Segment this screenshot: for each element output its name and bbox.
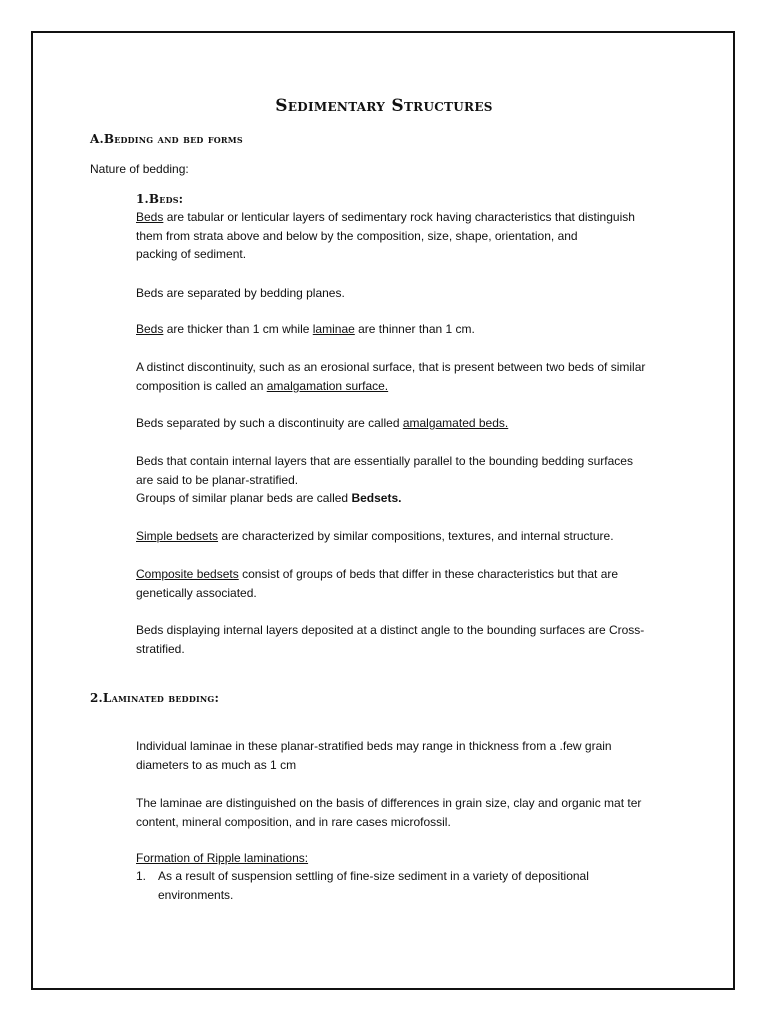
page-title: Sedimentary Structures <box>275 96 493 116</box>
beds-paragraph-8: Composite bedsets consist of groups of beds that differ in these characteristics but that are genetically associated. <box>136 567 619 600</box>
laminated-paragraph-2: The laminae are distinguished on the basis of differences in grain size, clay and organic mat ter content, mineral composition, and in rare cases microfossil. <box>136 796 642 829</box>
laminated-bedding-heading: 2.Laminated bedding: <box>90 691 220 705</box>
laminated-paragraph-1: Individual laminae in these planar-stratified beds may range in thickness from a .few grain diameters to as much as 1 cm <box>136 739 612 772</box>
beds-paragraph-7: Simple bedsets are characterized by similar compositions, textures, and internal structure. <box>136 529 614 543</box>
term-laminae: laminae <box>312 322 355 336</box>
ripple-laminations-heading: Formation of Ripple laminations: <box>136 851 309 865</box>
beds-paragraph-6: Beds that contain internal layers that are essentially parallel to the bounding bedding surfaces are said to be planar-stratified. Groups of similar planar beds are called Bedsets. <box>136 454 633 505</box>
term-simple-bedsets: Simple bedsets <box>136 529 219 543</box>
beds-paragraph-1: Beds are tabular or lenticular layers of sedimentary rock having characteristics that distinguish them from strata above and below by the composition, size, shape, orientation, and packing of sediment. <box>136 210 635 261</box>
list-number: 1. <box>136 869 147 883</box>
term-composite-bedsets: Composite bedsets <box>136 567 239 581</box>
beds-paragraph-9: Beds displaying internal layers deposited at a distinct angle to the bounding surfaces are Cross- stratified. <box>136 623 645 656</box>
term-amalgamation-surface: amalgamation surface. <box>266 378 389 393</box>
term-amalgamated-beds: amalgamated beds. <box>402 416 509 430</box>
beds-paragraph-2: Beds are separated by bedding planes. <box>136 286 345 300</box>
term-bedsets: Bedsets. <box>351 491 402 505</box>
beds-paragraph-3: Beds are thicker than 1 cm while laminae are thinner than 1 cm. <box>136 322 475 336</box>
beds-paragraph-4: A distinct discontinuity, such as an erosional surface, that is present between two beds of similar composition is called an amalgamation surface. <box>136 360 646 393</box>
list-item: 1. As a result of suspension settling of fine-size sediment in a variety of depositional environments. <box>136 869 589 902</box>
term-beds: Beds <box>136 322 164 336</box>
term-beds: Beds <box>136 210 164 224</box>
nature-of-bedding: Nature of bedding: <box>90 162 189 176</box>
beds-heading: 1.Beds: <box>136 192 184 206</box>
beds-paragraph-5: Beds separated by such a discontinuity are called amalgamated beds. <box>136 416 509 430</box>
section-a-heading: A.Bedding and bed forms <box>90 132 243 146</box>
